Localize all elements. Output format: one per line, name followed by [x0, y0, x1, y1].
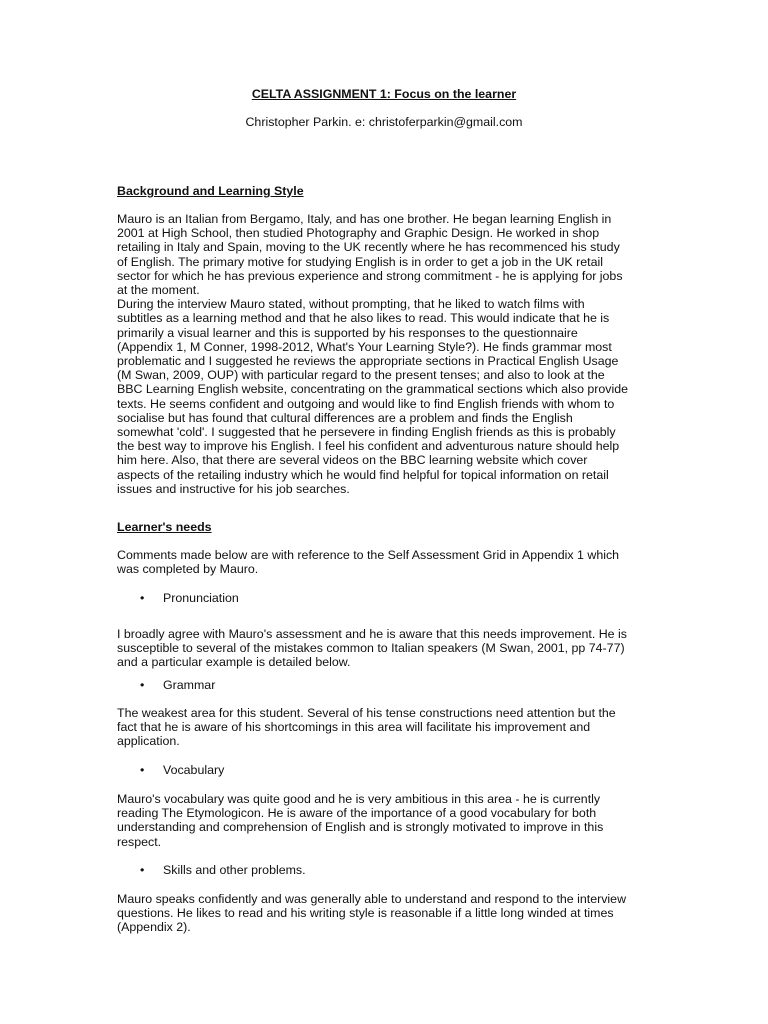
- pronunciation-paragraph: [117, 627, 657, 670]
- paragraph-line: was completed by Mauro.: [117, 562, 259, 577]
- paragraph-line: BBC Learning English website, concentrating on the grammatical sections which also provide: [117, 382, 629, 397]
- paragraph-line: retailing in Italy and Spain, moving to the UK recently where he has recommenced his study: [117, 240, 620, 255]
- document-title: CELTA ASSIGNMENT 1: Focus on the learner: [251, 87, 517, 101]
- paragraph-line: and a particular example is detailed below.: [117, 655, 351, 670]
- bullet-label: Vocabulary: [163, 763, 225, 777]
- needs-intro-paragraph: [117, 548, 657, 576]
- paragraph-line: socialise but has found that cultural differences are a problem and finds the English: [117, 410, 573, 425]
- bullet-label: Skills and other problems.: [163, 863, 306, 877]
- paragraph-line: Comments made below are with reference to the Self Assessment Grid in Appendix 1 which: [117, 548, 620, 562]
- bullet-label: Grammar: [163, 678, 216, 692]
- paragraph-line: Mauro is an Italian from Bergamo, Italy, and has one brother. He began learning English in: [117, 212, 612, 226]
- paragraph-line: texts. He seems confident and outgoing and would like to find English friends with whom to: [117, 396, 615, 411]
- paragraph-line: reading The Etymologicon. He is aware of the importance of a good vocabulary for both: [117, 806, 597, 821]
- paragraph-line: him here. Also, that there are several videos on the BBC learning website which cover: [117, 453, 588, 468]
- paragraph-line: understanding and comprehension of English and is strongly motivated to improve in this: [117, 820, 604, 835]
- author-byline: Christopher Parkin. e: christoferparkin@gmail.com: [245, 115, 523, 129]
- bullet-label: Pronunciation: [163, 591, 239, 605]
- paragraph-line: aspects of the retailing industry which he would find helpful for topical information on retail: [117, 467, 609, 482]
- paragraph-line: (M Swan, 2009, OUP) with particular regard to the present tenses; and also to look at the: [117, 368, 605, 383]
- paragraph-line: questions. He likes to read and his writing style is reasonable if a little long winded at times: [117, 906, 614, 921]
- background-paragraph: [117, 212, 657, 496]
- bullet-icon: •: [140, 678, 145, 692]
- skills-paragraph: [117, 892, 657, 935]
- paragraph-line: The weakest area for this student. Several of his tense constructions need attention but the: [117, 706, 616, 720]
- paragraph-line: Mauro speaks confidently and was generally able to understand and respond to the interview: [117, 892, 627, 906]
- paragraph-line: the best way to improve his English. I feel his confident and adventurous nature should help: [117, 439, 620, 454]
- paragraph-line: fact that he is aware of his shortcomings in this area will facilitate his improvement and: [117, 720, 591, 735]
- paragraph-line: issues and instructive for his job searches.: [117, 481, 350, 496]
- section-heading-background: Background and Learning Style: [117, 184, 304, 198]
- grammar-paragraph: [117, 706, 657, 749]
- paragraph-line: (Appendix 2).: [117, 920, 191, 935]
- paragraph-line: subtitles as a learning method and that he also likes to read. This would indicate that he is: [117, 311, 610, 326]
- vocabulary-paragraph: [117, 792, 657, 849]
- bullet-icon: •: [140, 863, 145, 877]
- bullet-icon: •: [140, 763, 145, 777]
- bullet-icon: •: [140, 591, 145, 605]
- paragraph-line: application.: [117, 734, 180, 749]
- paragraph-line: Mauro's vocabulary was quite good and he is very ambitious in this area - he is currently: [117, 792, 601, 806]
- paragraph-line: somewhat 'cold'. I suggested that he persevere in finding English friends as this is probably: [117, 425, 616, 440]
- paragraph-line: (Appendix 1, M Conner, 1998-2012, What's Your Learning Style?). He finds grammar most: [117, 339, 612, 354]
- paragraph-line: I broadly agree with Mauro's assessment and he is aware that this needs improvement. He is: [117, 627, 627, 641]
- paragraph-line: 2001 at High School, then studied Photography and Graphic Design. He worked in shop: [117, 226, 600, 241]
- paragraph-line: sector for which he has previous experience and strong commitment - he is applying for jobs: [117, 268, 623, 283]
- paragraph-line: problematic and I suggested he reviews the appropriate sections in Practical English Usage: [117, 354, 619, 369]
- paragraph-line: of English. The primary motive for studying English is in order to get a job in the UK retail: [117, 254, 603, 269]
- paragraph-line: During the interview Mauro stated, without prompting, that he liked to watch films with: [117, 297, 585, 312]
- section-heading-learners-needs: Learner's needs: [117, 520, 212, 534]
- paragraph-line: at the moment.: [117, 283, 200, 298]
- paragraph-line: susceptible to several of the mistakes common to Italian speakers (M Swan, 2001, pp 74-77): [117, 641, 625, 656]
- paragraph-line: primarily a visual learner and this is supported by his responses to the questionnaire: [117, 325, 578, 340]
- paragraph-line: respect.: [117, 834, 162, 849]
